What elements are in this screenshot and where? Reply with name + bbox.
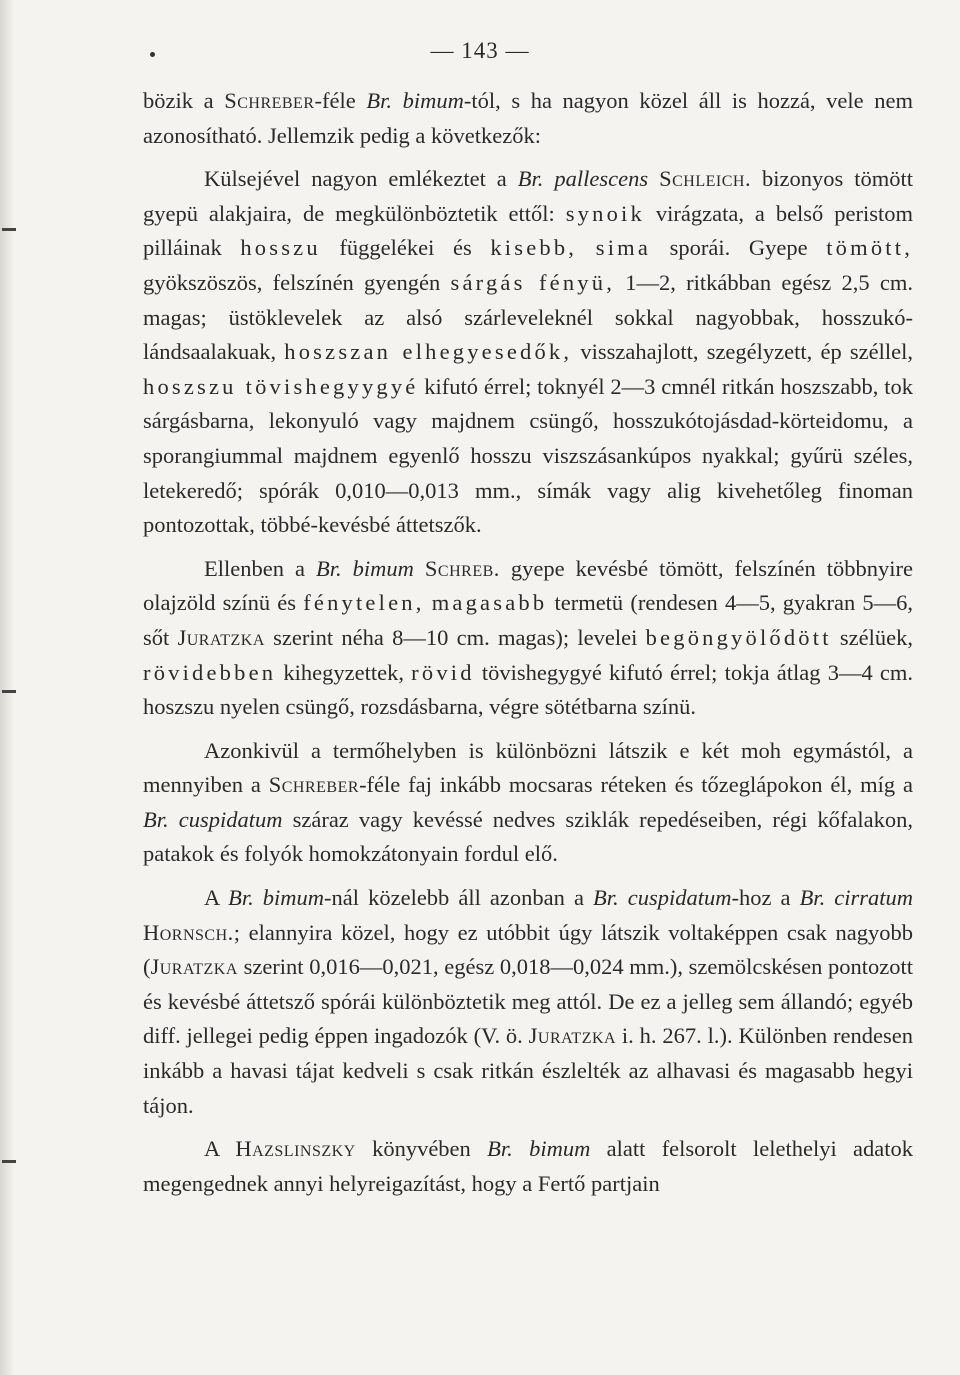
body-text: [143, 84, 913, 1201]
spaced-text: synoik: [565, 200, 645, 226]
italic-text: bimum: [262, 885, 325, 911]
spaced-text: fénytelen,: [303, 590, 425, 616]
text-run: -nál közelebb áll azonban a: [324, 885, 593, 911]
italic-text: cirratum: [834, 885, 914, 911]
text-run: Külsejével nagyon emlékeztet a: [204, 166, 518, 192]
text-run: tövishegygyé kifutó érrel; tokja átlag 3—4 cm. hoszszu nyelen csüngő, rozsdásbarna, végre sötétbarna színü.: [143, 659, 913, 720]
author-name: Schreb.: [424, 555, 500, 581]
text-run: ; elannyira közel, hogy ez utóbbit úgy látszik voltaképpen csak nagyobb (: [143, 919, 913, 980]
text-run: [254, 885, 263, 910]
paragraph-gap: [143, 872, 913, 881]
paragraph-gap: [143, 725, 913, 734]
italic-text: pallescens: [554, 166, 649, 192]
text-run: gyepe kevésbé tömött, felszínén többnyire olajzöld színü és: [143, 555, 913, 616]
spaced-text: sárgás fényü,: [450, 269, 616, 295]
text-run: A: [204, 1136, 236, 1162]
text-run: kihegyzettek,: [276, 659, 412, 685]
italic-text: Br.: [143, 806, 169, 832]
text-run: [342, 556, 353, 581]
author-name: Hazslinszky: [235, 1136, 356, 1162]
margin-mark: [2, 1160, 16, 1163]
text-run: [825, 885, 834, 910]
italic-text: cuspidatum: [627, 885, 732, 911]
text-run: bözik a: [143, 88, 225, 113]
text-run: szerint 0,016—0,021, egész 0,018—0,024 mm.), szemölcskésen pontozott és kevésbé áttetsző spórái különböztetik meg attól. De ez a jelleg sem állandó; egyéb diff. jellegei pedig éppen ingadozók (V. ö.: [143, 954, 913, 1049]
paragraph: [143, 84, 913, 153]
text-run: -féle faj inkább mocsaras réteken és tőzeglápokon él, míg a: [359, 772, 913, 798]
spaced-text: begöngyölődött: [645, 624, 832, 650]
text-run: -hoz a: [731, 885, 800, 911]
author-name: Juratzka: [528, 1023, 617, 1049]
text-run: [577, 235, 596, 260]
spaced-text: rövidebben: [143, 659, 277, 685]
italic-text: Br.: [517, 166, 544, 192]
paragraph-gap: [143, 153, 913, 162]
italic-text: cuspidatum: [178, 806, 283, 832]
text-run: virágzata, a belső peristom pilláinak: [143, 200, 913, 261]
text-run: alatt felsorolt lelethelyi adatok megengednek annyi helyreigazítást, hogy a Fertő partjain: [143, 1136, 913, 1196]
text-run: [169, 807, 179, 832]
text-run: [648, 166, 659, 191]
text-run: i. h. 267. l.). Különben rendesen inkább a havasi tájat kedveli s csak ritkán észlelték az alhavasi és magasabb hegyi tájon.: [143, 1023, 913, 1118]
italic-text: bimum: [529, 1136, 591, 1162]
author-name: Schreber: [268, 772, 360, 798]
italic-text: Br.: [487, 1136, 513, 1162]
spaced-text: sima: [595, 235, 652, 261]
paragraph-gap: [143, 543, 913, 552]
scan-edge: [0, 0, 14, 1375]
spaced-text: hosszu: [240, 235, 321, 261]
italic-text: Br.: [228, 885, 254, 911]
text-run: gyökszöszös, felszínén gyengén: [143, 269, 451, 295]
text-run: [543, 166, 554, 191]
margin-mark: [2, 690, 16, 693]
italic-text: Br.: [366, 88, 392, 113]
text-run: termetü (rendesen 4—5, gyakran 5—6, sőt: [143, 590, 913, 650]
text-run: függelékei és: [320, 235, 491, 261]
italic-text: Br.: [799, 885, 826, 911]
paragraph: [143, 734, 913, 872]
text-run: -féle: [314, 88, 367, 113]
text-run: szerint néha 8—10 cm. magas); levelei: [264, 624, 646, 650]
author-name: Schleich.: [659, 166, 752, 192]
author-name: Schreber: [224, 88, 315, 113]
spaced-text: hoszszu tövishegyygyé: [143, 373, 419, 399]
text-run: sporái. Gyepe: [651, 235, 827, 261]
paragraph: [143, 881, 913, 1123]
text-run: könyvében: [355, 1136, 488, 1162]
page-number: — 143 —: [430, 38, 530, 63]
text-run: bizonyos tömött gyepü alakjaira, de megkülönböztetik ettől:: [143, 166, 914, 226]
italic-text: bimum: [402, 88, 464, 113]
text-run: száraz vagy kevéssé nedves sziklák repedéseiben, régi kőfalakon, patakok és folyók homokzátonyain fordul elő.: [143, 806, 914, 867]
text-run: szélüek,: [831, 624, 913, 650]
text-run: 1—2, ritkábban egész 2,5 cm. magas; üstöklevelek az alsó szárleveleknél sokkal nagyobbak, hosszukó-lándsaalakuak,: [143, 269, 913, 365]
text-run: Azonkivül a termőhelyben is különbözni látszik e két moh egymástól, a mennyiben a: [143, 737, 913, 798]
italic-text: Br.: [593, 885, 619, 911]
text-run: [513, 1136, 529, 1161]
spaced-text: tömött,: [826, 235, 914, 261]
author-name: Hornsch.: [143, 919, 234, 945]
text-run: [619, 885, 628, 910]
author-name: Juratzka: [150, 954, 238, 980]
margin-mark: [2, 228, 16, 231]
text-run: [414, 556, 425, 581]
spaced-text: kisebb,: [490, 235, 578, 261]
author-name: Juratzka: [177, 624, 265, 650]
text-run: visszahajlott, szegélyzett, ép széllel,: [572, 339, 913, 365]
spaced-text: hoszszan elhegyesedők,: [284, 339, 573, 365]
spaced-text: rövid: [411, 659, 475, 685]
text-run: [392, 88, 403, 113]
paragraph: [143, 1132, 913, 1201]
italic-text: Br.: [316, 555, 342, 581]
text-run: -tól, s ha nagyon közel áll is hozzá, vele nem azonosítható. Jellemzik pedig a következők:: [143, 88, 913, 148]
paragraph: [143, 162, 913, 543]
text-run: kifutó érrel; toknyél 2—3 cmnél ritkán hoszszabb, tok sárgásbarna, lekonyuló vagy majdnem csüngő, hosszukótojásdad-körteidomu, a sporangiummal majdnem egyenlő hosszu viszszásankúpos nyakkal; gyűrü széles, letekeredő; spórák 0,010—0,013 mm., símák vagy alig kivehetőleg finoman pontozottak, többé-kevésbé áttetszők.: [143, 373, 913, 538]
spaced-text: magasabb: [431, 590, 548, 616]
text-run: [425, 590, 432, 615]
paragraph: [143, 552, 913, 725]
text-run: A: [204, 885, 229, 911]
text-run: Ellenben a: [204, 555, 316, 581]
italic-text: bimum: [352, 555, 414, 581]
paragraph-gap: [143, 1123, 913, 1132]
